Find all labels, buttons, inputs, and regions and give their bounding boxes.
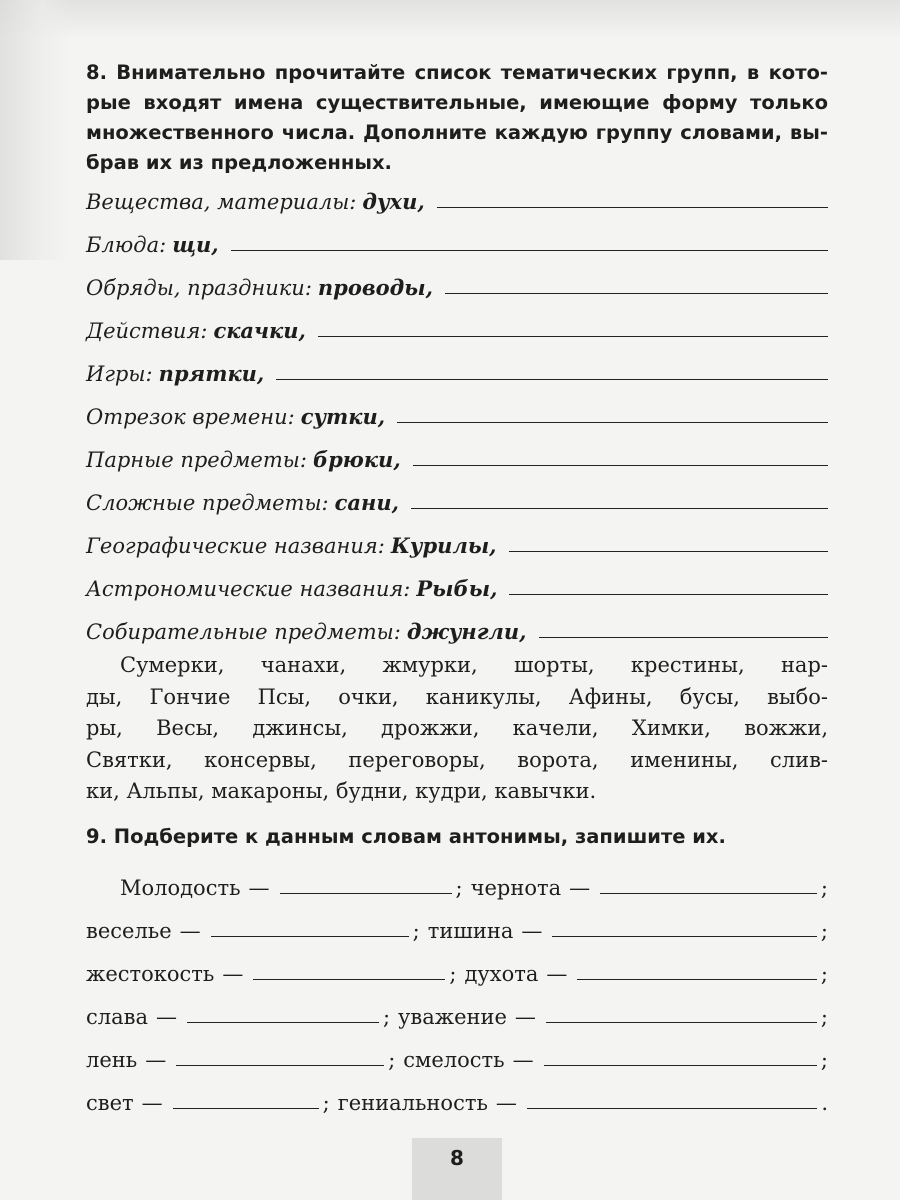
answer-line[interactable] — [253, 978, 445, 980]
group-label: Игры: — [86, 362, 153, 386]
answer-line[interactable] — [552, 935, 817, 937]
group-label: Обряды, праздники: — [86, 276, 312, 300]
antonym-row — [86, 952, 828, 986]
dash: — — [145, 1048, 167, 1072]
separator: ; — [455, 876, 463, 900]
group-example: щи, — [172, 232, 219, 257]
answer-line[interactable] — [173, 1107, 319, 1109]
dash: — — [546, 962, 568, 986]
group-example: скачки, — [213, 318, 306, 343]
group-label: Сложные предметы: — [86, 491, 329, 515]
dash: — — [179, 919, 201, 943]
group-row — [86, 528, 828, 558]
group-row — [86, 442, 828, 472]
task-9-title-text: 9. Подберите к данным словам антонимы, запишите их. — [86, 825, 726, 848]
word-bank-line: Святки, консервы, переговоры, ворота, именины, слив- — [86, 747, 828, 772]
answer-line[interactable] — [280, 892, 452, 894]
antonym-word: уважение — [398, 1005, 507, 1029]
answer-line[interactable] — [600, 892, 817, 894]
dash: — — [222, 962, 244, 986]
group-label: Блюда: — [86, 233, 167, 257]
separator: ; — [412, 919, 420, 943]
group-example: Курилы, — [390, 533, 497, 558]
answer-line[interactable] — [546, 1021, 817, 1023]
group-example: Рыбы, — [416, 576, 498, 601]
dash: — — [495, 1091, 517, 1115]
antonym-word: жестокость — [86, 962, 215, 986]
line-end-punct: ; — [820, 1048, 828, 1072]
page-number: 8 — [450, 1146, 464, 1170]
antonym-word: чернота — [470, 876, 562, 900]
group-row — [86, 184, 828, 214]
task-8-title-line: рые входят имена существительные, имеющие форму только — [86, 91, 828, 114]
word-bank-line: ры, Весы, джинсы, дрожжи, качели, Химки, вожжи, — [86, 716, 828, 740]
group-label: Географические названия: — [86, 534, 385, 558]
dash: — — [512, 1048, 534, 1072]
answer-line[interactable] — [176, 1064, 384, 1066]
task-8-title — [86, 58, 828, 178]
antonym-word: смелость — [403, 1048, 505, 1072]
word-bank-line: ды, Гончие Псы, очки, каникулы, Афины, бусы, выбо- — [86, 684, 828, 709]
answer-line[interactable] — [437, 206, 828, 208]
answer-line[interactable] — [509, 593, 828, 595]
page-top-shadow — [0, 0, 900, 40]
antonym-word: слава — [86, 1005, 148, 1029]
word-bank-line: Сумерки, чанахи, жмурки, шорты, крестины, нар- — [120, 653, 828, 677]
group-example: духи, — [362, 189, 425, 214]
task-9-title — [86, 822, 828, 852]
task-8-title-line: брав их из предложенных. — [86, 151, 392, 174]
group-example: проводы, — [317, 275, 433, 300]
answer-line[interactable] — [539, 636, 829, 638]
group-row — [86, 614, 828, 644]
group-label: Отрезок времени: — [86, 405, 295, 429]
group-label: Астрономические названия: — [86, 577, 411, 601]
group-row — [86, 270, 828, 300]
group-example: брюки, — [312, 447, 401, 472]
dash: — — [521, 919, 543, 943]
answer-line[interactable] — [318, 335, 828, 337]
dash: — — [141, 1091, 163, 1115]
group-label: Действия: — [86, 319, 208, 343]
antonym-row — [86, 1081, 828, 1115]
antonym-row — [86, 909, 828, 943]
line-end-punct: ; — [820, 962, 828, 986]
separator: ; — [382, 1005, 391, 1029]
antonym-word: свет — [86, 1091, 134, 1115]
word-bank — [86, 650, 828, 808]
antonym-word: лень — [86, 1048, 138, 1072]
answer-line[interactable] — [276, 378, 828, 380]
antonym-word: гениальность — [337, 1091, 488, 1115]
page-edge-shadow — [0, 0, 70, 260]
group-row — [86, 571, 828, 601]
task-8-title-line: 8. Внимательно прочитайте список тематических групп, в кото- — [86, 61, 828, 84]
dash: — — [569, 876, 591, 900]
group-example: прятки, — [158, 361, 265, 386]
answer-line[interactable] — [544, 1064, 817, 1066]
group-row — [86, 399, 828, 429]
line-end-punct: . — [821, 1091, 828, 1115]
antonym-row — [86, 1038, 828, 1072]
dash: — — [248, 876, 270, 900]
dash: — — [514, 1005, 536, 1029]
word-bank-line: ки, Альпы, макароны, будни, кудри, кавычки. — [86, 779, 597, 803]
separator: ; — [322, 1091, 330, 1115]
answer-line[interactable] — [211, 935, 409, 937]
line-end-punct: ; — [820, 876, 828, 900]
group-label: Парные предметы: — [86, 448, 307, 472]
answer-line[interactable] — [413, 464, 828, 466]
line-end-punct: ; — [820, 1005, 828, 1029]
antonym-word: Молодость — [120, 876, 241, 900]
answer-line[interactable] — [411, 507, 828, 509]
group-example: сани, — [334, 490, 399, 515]
answer-line[interactable] — [527, 1107, 817, 1109]
group-label: Вещества, материалы: — [86, 190, 357, 214]
group-example: сутки, — [300, 404, 386, 429]
antonym-row — [86, 866, 828, 900]
group-row — [86, 356, 828, 386]
answer-line[interactable] — [231, 249, 828, 251]
task-8-title-line: множественного числа. Дополните каждую группу словами, вы- — [86, 121, 828, 144]
antonym-row — [86, 995, 828, 1029]
antonym-word: веселье — [86, 919, 172, 943]
answer-line[interactable] — [509, 550, 829, 552]
answer-line[interactable] — [577, 978, 817, 980]
group-row — [86, 485, 828, 515]
answer-line[interactable] — [187, 1021, 379, 1023]
group-label: Собирательные предметы: — [86, 620, 401, 644]
answer-line[interactable] — [445, 292, 828, 294]
separator: ; — [449, 962, 457, 986]
dash: — — [155, 1005, 177, 1029]
group-row — [86, 313, 828, 343]
line-end-punct: ; — [820, 919, 828, 943]
antonym-word: духота — [464, 962, 539, 986]
group-example: джунгли, — [406, 619, 527, 644]
answer-line[interactable] — [397, 421, 828, 423]
group-row — [86, 227, 828, 257]
separator: ; — [388, 1048, 396, 1072]
antonym-word: тишина — [427, 919, 514, 943]
